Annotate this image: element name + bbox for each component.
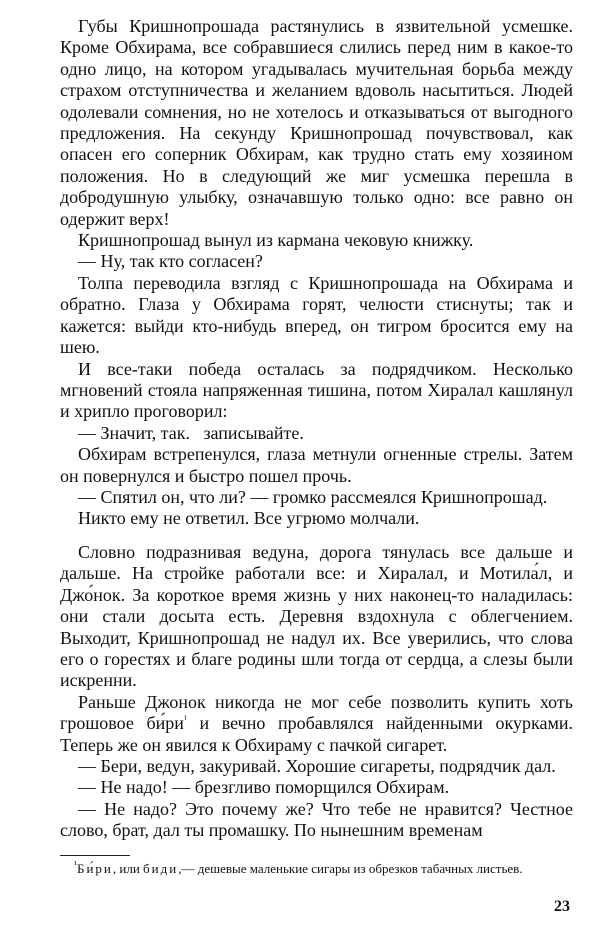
- paragraph-text-start: Раньше Джонок никогда не мог себе позволить купить хоть грошовое би́ри: [60, 691, 573, 734]
- footnote-definition: ,— дешевые маленькие сигары из обрезков табачных листьев.: [178, 861, 523, 876]
- footnote-term-alt: биди: [143, 861, 179, 876]
- dialogue-line: — Спятил он, что ли? — громко рассмеялся Кришнопрошад.: [78, 486, 548, 507]
- text-section-1: [60, 16, 573, 530]
- paragraph: Кришнопрошад вынул из кармана чековую книжку.: [78, 230, 474, 251]
- dialogue-line: — Бери, ведун, закуривай. Хорошие сигареты, подрядчик дал.: [78, 756, 556, 777]
- paragraph: Никто ему не ответил. Все угрюмо молчали.: [78, 508, 420, 529]
- paragraph-text-end: и вечно пробавлялся найденными окурками. Теперь же он явился к Обхираму с пачкой сигарет.: [60, 713, 573, 755]
- paragraph: И все-таки победа осталась за подрядчиком. Несколько мгновений стояла напряженная тишина, потом Хиралал кашлянул и хрипло проговорил:: [60, 358, 573, 422]
- paragraph-with-footnote: [60, 692, 573, 756]
- paragraph: Губы Кришнопрошада растянулись в язвительной усмешке. Кроме Обхирама, все собравшиеся слились перед ним в какое-то одно лицо, на котором угадывалась мучительная борьба между страхом отступничества и желанием вдоволь насытиться. Людей одолевали сомнения, но не хотелось и отказываться от выгодного предложения. На секунду Кришнопрошад почувствовал, как опасен его соперник Обхирам, как трудно стать ему хозяином положения. Но в следующий же миг усмешка перешла в добродушную улыбку, означавшую только одно: все равно он одержит верх!: [60, 16, 573, 229]
- paragraph: Словно подразнивая ведуна, дорога тянулась все дальше и дальше. На стройке работали все: и Хиралал, и Мотила́л, и Джо́нок. За короткое время жизнь у них наконец-то наладилась: они стали досыта есть. Деревня вздохнула с облегчением. Выходит, Кришнопрошад не надул их. Все уверились, что слова его о горестях и благе родины шли тогда от сердца, а слезы были искренни.: [60, 542, 573, 691]
- dialogue-line: — Не надо? Это почему же? Что тебе не нравится? Честное слово, брат, дал ты промашку. По нынешним временам: [60, 798, 573, 841]
- footnote-marker: ¹: [74, 859, 77, 871]
- paragraph: Обхирам встрепенулся, глаза метнули огненные стрелы. Затем он повернулся и быстро пошел прочь.: [60, 444, 573, 486]
- text-section-2: [60, 542, 573, 842]
- footnote-reference: ¹: [183, 714, 187, 726]
- dialogue-line: — Не надо! — брезгливо поморщился Обхирам.: [78, 777, 450, 798]
- page-number: 23: [554, 898, 570, 915]
- footnote-joiner: , или: [112, 861, 144, 876]
- paragraph: Толпа переводила взгляд с Кришнопрошада на Обхирама и обратно. Глаза у Обхирама горят, челюсти стиснуты; так и кажется: выйди кто-нибудь вперед, он тигром бросится ему на шею.: [60, 272, 573, 358]
- footnote-term: Би́ри: [77, 861, 113, 876]
- footnote: [60, 860, 573, 877]
- dialogue-line: — Ну, так кто согласен?: [78, 251, 263, 272]
- footnote-divider: [60, 855, 130, 856]
- dialogue-line: — Значит, так. записывайте.: [78, 422, 304, 443]
